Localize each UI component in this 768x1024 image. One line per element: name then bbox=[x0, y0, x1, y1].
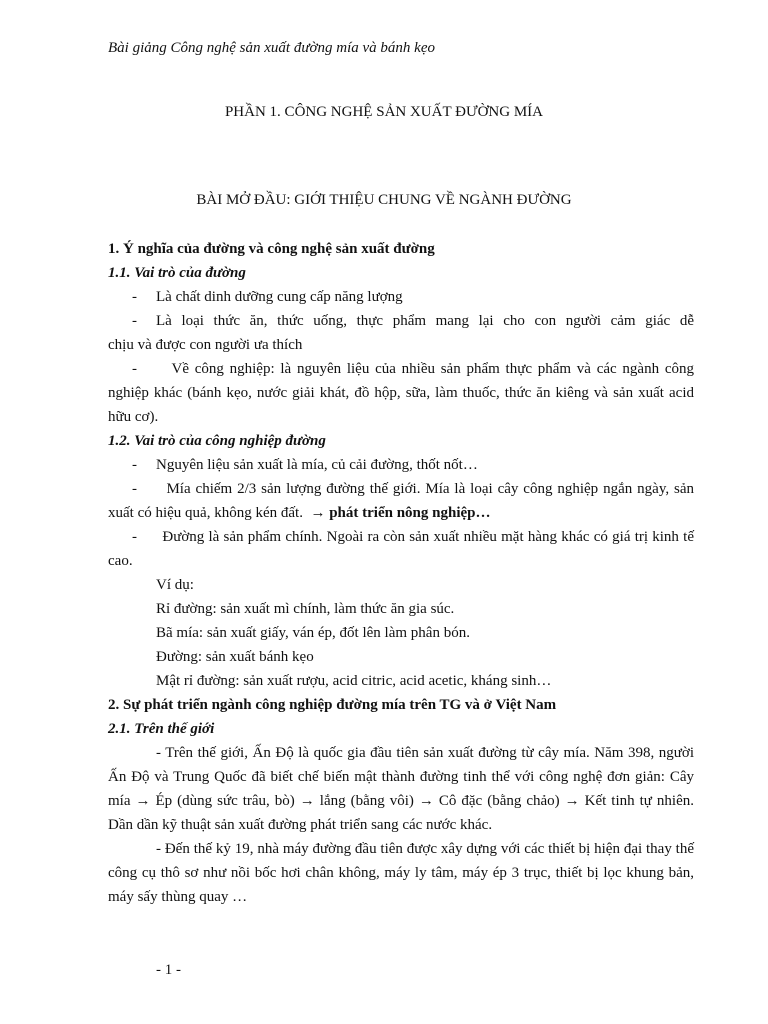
list-item: - Là chất dinh dưỡng cung cấp năng lượng bbox=[132, 289, 403, 305]
list-item: - Mía chiếm 2/3 sản lượng đường thế giới. Mía là loại cây công nghiệp ngắn ngày, sản xuất có hiệu quả, không kén đất. → phát triển nông nghiệp… bbox=[108, 481, 695, 521]
list-item: - Về công nghiệp: là nguyên liệu của nhiều sản phẩm thực phẩm và các ngành công nghiệp khác (bánh kẹo, nước giải khát, đồ hộp, sữa, làm thuốc, thức ăn kiêng và sản xuất acid hữu cơ). bbox=[108, 361, 694, 425]
subsection-1-2-heading: 1.2. Vai trò của công nghiệp đường bbox=[108, 433, 326, 449]
subsection-2-1-heading: 2.1. Trên thế giới bbox=[108, 721, 215, 737]
lesson-title: BÀI MỞ ĐẦU: GIỚI THIỆU CHUNG VỀ NGÀNH ĐƯỜNG bbox=[196, 192, 572, 208]
part-title: PHẦN 1. CÔNG NGHỆ SẢN XUẤT ĐƯỜNG MÍA bbox=[224, 104, 544, 120]
list-item: - Là loại thức ăn, thức uống, thực phẩm mang lại cho con người cảm giác dễ bbox=[132, 313, 694, 329]
running-header: Bài giảng Công nghệ sản xuất đường mía và bánh kẹo bbox=[108, 40, 435, 56]
example-item: Rỉ đường: sản xuất mì chính, làm thức ăn gia súc. bbox=[156, 601, 455, 617]
section-2-heading: 2. Sự phát triển ngành công nghiệp đường mía trên TG và ở Việt Nam bbox=[108, 697, 557, 713]
example-item: Bã mía: sản xuất giấy, ván ép, đốt lên làm phân bón. bbox=[156, 625, 470, 641]
subsection-1-1-heading: 1.1. Vai trò của đường bbox=[108, 265, 246, 281]
list-item: - Nguyên liệu sản xuất là mía, củ cải đường, thốt nốt… bbox=[132, 457, 478, 473]
paragraph: - Trên thế giới, Ấn Độ là quốc gia đầu tiên sản xuất đường từ cây mía. Năm 398, người Ấn Độ và Trung Quốc đã biết chế biến mật thành đường tinh thể với công nghệ đơn giản: Cây mía → Ép (dùng sức trâu, bò) → lắng (bằng vôi) → Cô đặc (bằng chảo) → Kết tinh tự nhiên. Dần dần kỹ thuật sản xuất đường phát triển sang các nước khác. bbox=[108, 745, 694, 833]
paragraph: - Đến thế kỷ 19, nhà máy đường đầu tiên được xây dựng với các thiết bị hiện đại thay thế công cụ thô sơ như nồi bốc hơi chân không, máy ly tâm, máy ép 3 trục, thiết bị lọc khung bản, máy sấy thùng quay … bbox=[108, 841, 694, 905]
emphasis-text: → phát triển nông nghiệp… bbox=[310, 505, 491, 521]
section-1-heading: 1. Ý nghĩa của đường và công nghệ sản xuất đường bbox=[108, 241, 435, 257]
page-number: - 1 - bbox=[156, 962, 181, 978]
example-item: Mật rỉ đường: sản xuất rượu, acid citric, acid acetic, kháng sinh… bbox=[156, 673, 552, 689]
example-item: Đường: sản xuất bánh kẹo bbox=[156, 649, 314, 665]
example-label: Ví dụ: bbox=[156, 577, 194, 593]
body-content bbox=[108, 237, 694, 909]
list-item: - Đường là sản phẩm chính. Ngoài ra còn sản xuất nhiều mặt hàng khác có giá trị kinh tế cao. bbox=[108, 529, 694, 569]
list-item-continuation: chịu và được con người ưa thích bbox=[108, 337, 303, 353]
